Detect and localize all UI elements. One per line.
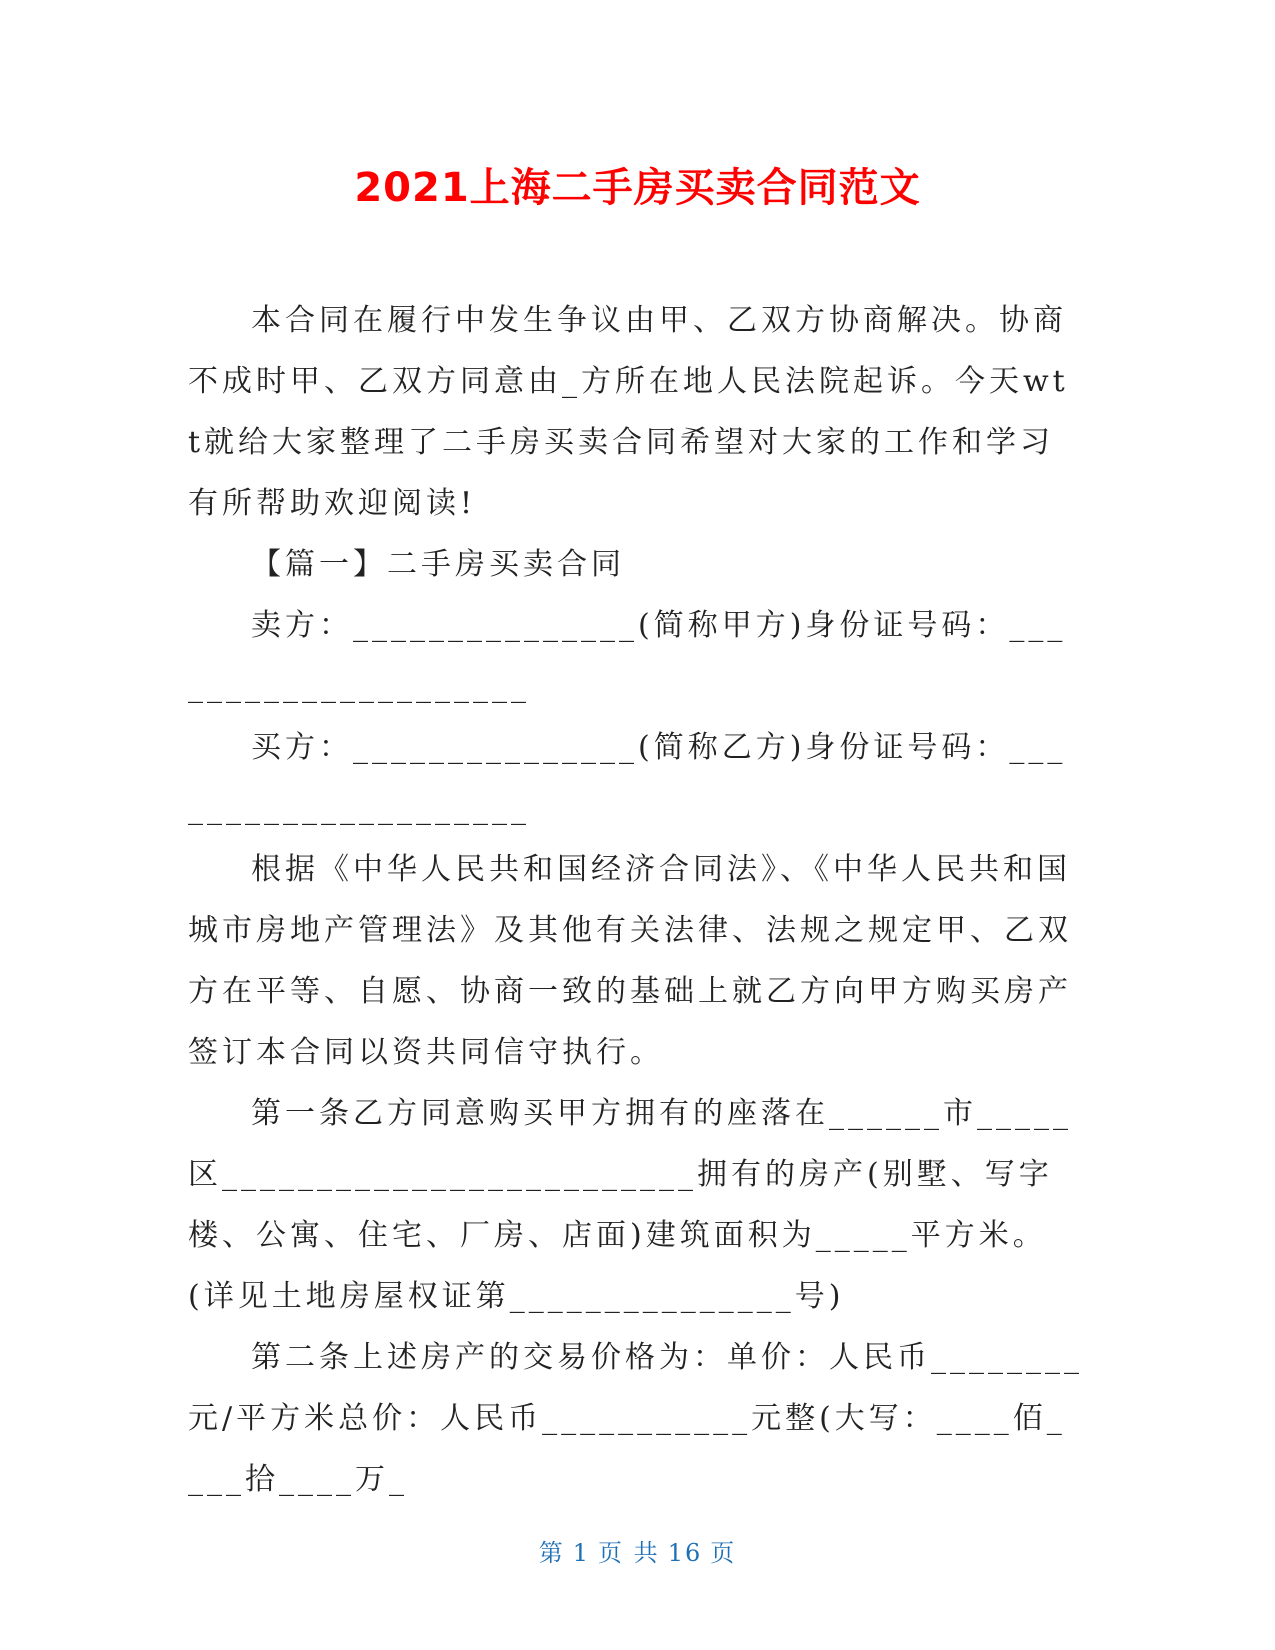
paragraph-article-2: 第二条上述房产的交易价格为：单价：人民币________元/平方米总价：人民币___________元整(大写：____佰____拾____万_ [188, 1340, 1083, 1497]
paragraph-seller: 卖方：_______________(简称甲方)身份证号码：_____________________ [188, 608, 1067, 704]
footer-middle: 页 共 [598, 1539, 660, 1567]
document-title: 2021上海二手房买卖合同范文 [354, 165, 921, 211]
footer-prefix: 第 [538, 1539, 565, 1567]
paragraph-article-1: 第一条乙方同意购买甲方拥有的座落在______市_____区_________________________拥有的房产(别墅、写字楼、公寓、住宅、厂房、店面)建筑面积为_____平方米。(详见土地房屋权证第_______________号) [188, 1096, 1072, 1314]
paragraph-legal-basis: 根据《中华人民共和国经济合同法》、《中华人民共和国城市房地产管理法》及其他有关法律、法规之规定甲、乙双方在平等、自愿、协商一致的基础上就乙方向甲方购买房产签订本合同以资共同信守执行。 [188, 852, 1072, 1070]
footer-page-number: 1 [572, 1539, 591, 1567]
page-number-footer [0, 1538, 1275, 1568]
footer-total-pages: 16 [667, 1539, 703, 1567]
paragraph-buyer: 买方：_______________(简称乙方)身份证号码：_____________________ [188, 730, 1067, 826]
paragraph-section-heading: 【篇一】二手房买卖合同 [251, 547, 625, 582]
footer-suffix: 页 [710, 1539, 737, 1567]
paragraph-intro: 本合同在履行中发生争议由甲、乙双方协商解决。协商不成时甲、乙双方同意由_方所在地人民法院起诉。今天wtt就给大家整理了二手房买卖合同希望对大家的工作和学习有所帮助欢迎阅读! [188, 303, 1069, 521]
document-body [188, 290, 1083, 1510]
